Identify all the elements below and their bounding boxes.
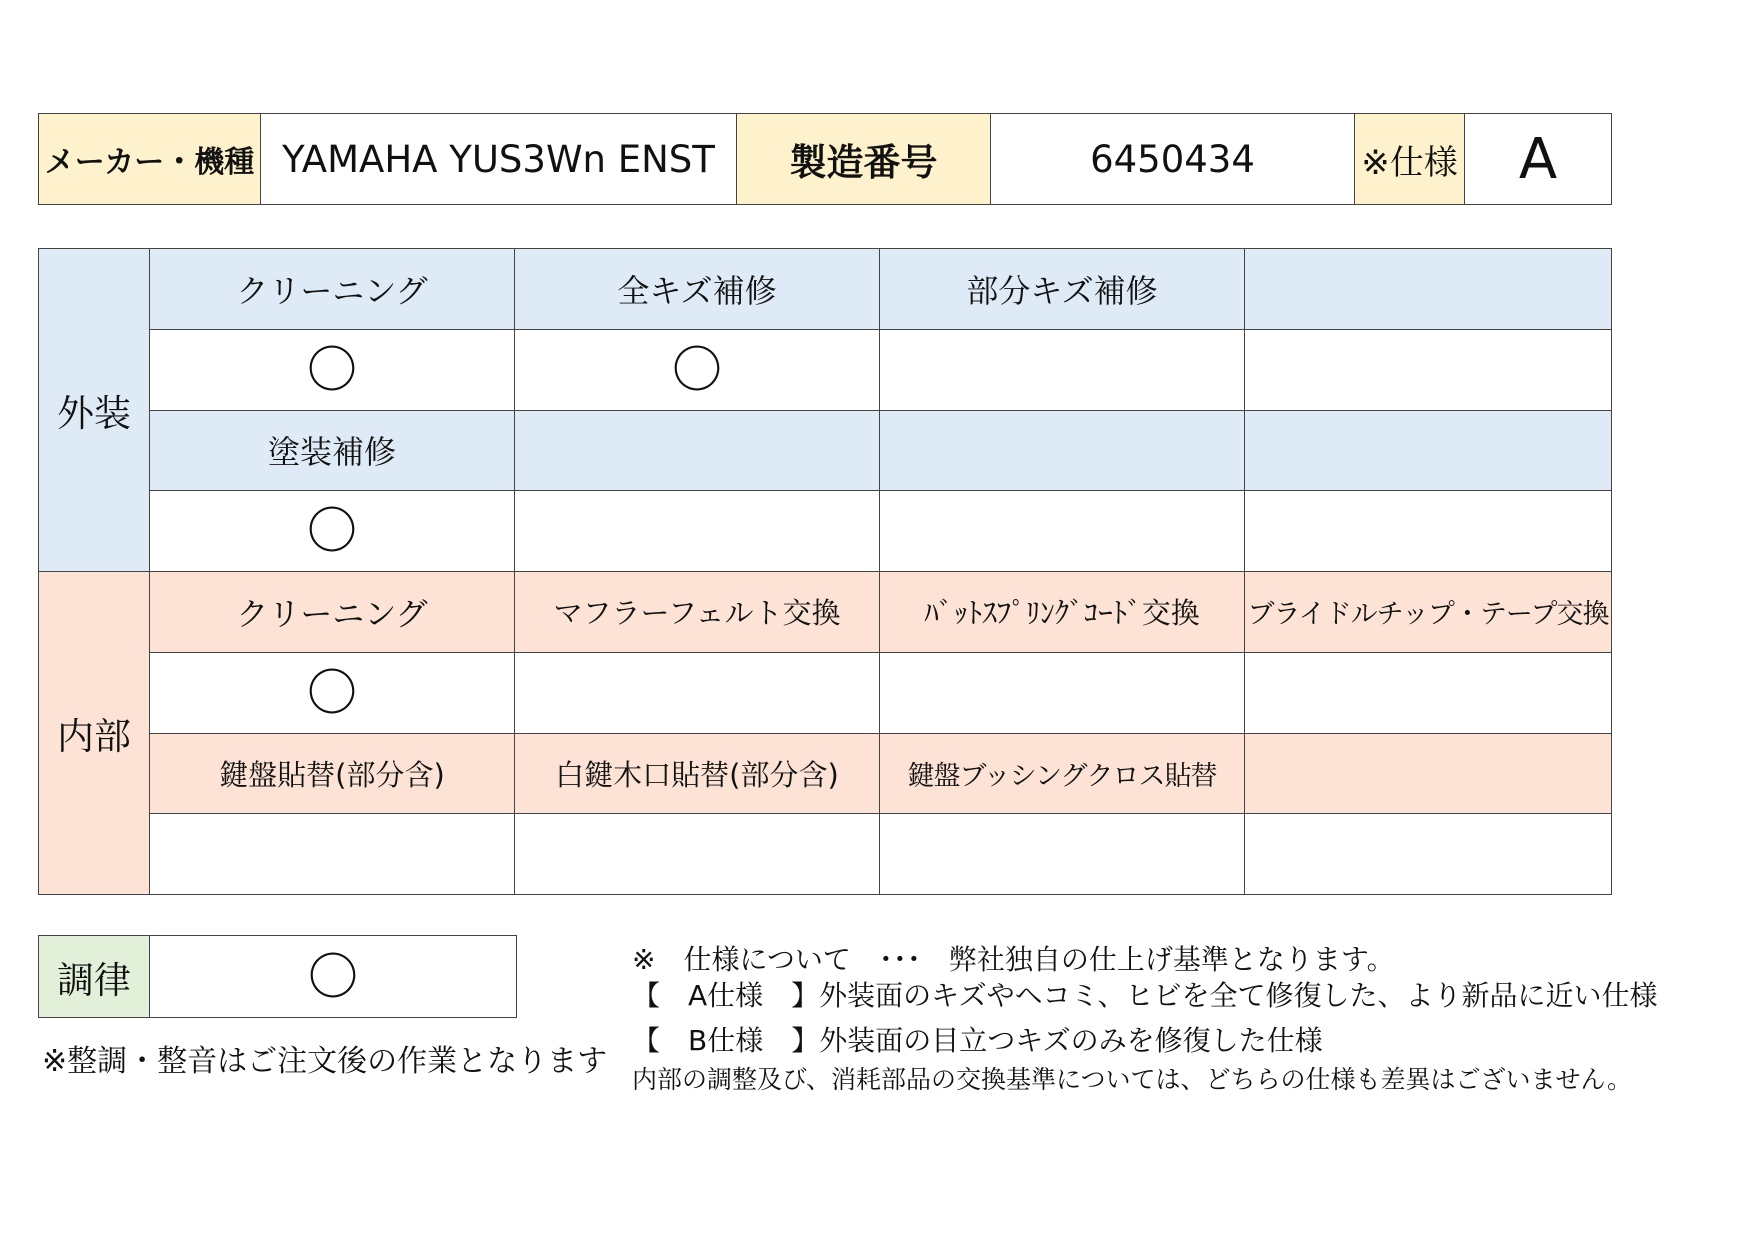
serial-label: 製造番号 — [737, 114, 991, 205]
spec-label: ※仕様 — [1355, 114, 1465, 205]
circle-mark: 〇 — [307, 502, 357, 561]
interior-item-muffler-felt: マフラーフェルト交換 — [515, 572, 880, 653]
service-grid — [38, 248, 1612, 895]
exterior-mark-row-2 — [39, 491, 1612, 572]
interior-section-label: 内部 — [39, 572, 150, 895]
interior-label-row-1 — [39, 572, 1612, 653]
mark-cell — [515, 814, 880, 895]
interior-item-white-key-front: 白鍵木口貼替(部分含) — [515, 733, 880, 814]
mark-cell — [1245, 491, 1612, 572]
interior-label-row-2 — [39, 733, 1612, 814]
exterior-item-empty — [1245, 410, 1612, 491]
mark-cell — [515, 652, 880, 733]
exterior-item-empty — [515, 410, 880, 491]
circle-mark: 〇 — [307, 663, 357, 722]
mark-cell — [150, 652, 515, 733]
tuning-note: ※整調・整音はご注文後の作業となります — [42, 1044, 608, 1079]
exterior-item-partial-scratch-repair: 部分キズ補修 — [880, 249, 1245, 330]
mark-cell — [515, 329, 880, 410]
exterior-item-empty — [1245, 249, 1612, 330]
tuning-mark-cell — [150, 936, 517, 1018]
mark-cell — [150, 814, 515, 895]
circle-mark: 〇 — [672, 340, 722, 399]
header-table — [38, 113, 1612, 205]
exterior-item-paint-repair: 塗装補修 — [150, 410, 515, 491]
mark-cell — [150, 329, 515, 410]
interior-item-cleaning: クリーニング — [150, 572, 515, 653]
mark-cell — [150, 491, 515, 572]
circle-mark: 〇 — [307, 340, 357, 399]
maker-label: メーカー・機種 — [39, 114, 261, 205]
exterior-item-full-scratch-repair: 全キズ補修 — [515, 249, 880, 330]
interior-item-bridle-tape: ブライドルチップ・テープ交換 — [1245, 572, 1612, 653]
spec-grade: A — [1465, 114, 1612, 205]
interior-item-empty — [1245, 733, 1612, 814]
spec-notes-title: ※ 仕様について ･･･ 弊社独自の仕上げ基準となります。 — [632, 943, 1395, 976]
spec-b-description: 【 B仕様 】外装面の目立つキズのみを修復した仕様 — [632, 1024, 1323, 1057]
exterior-item-cleaning: クリーニング — [150, 249, 515, 330]
mark-cell — [515, 491, 880, 572]
mark-cell — [1245, 814, 1612, 895]
interior-item-butt-spring-cord: ﾊﾞｯﾄｽﾌﾟﾘﾝｸﾞｺｰﾄﾞ交換 — [880, 572, 1245, 653]
interior-mark-row-1 — [39, 652, 1612, 733]
exterior-item-empty — [880, 410, 1245, 491]
tuning-table — [38, 935, 517, 1018]
exterior-label-row-1 — [39, 249, 1612, 330]
mark-cell — [1245, 329, 1612, 410]
circle-mark: 〇 — [308, 947, 358, 1006]
spec-notes-footer: 内部の調整及び、消耗部品の交換基準については、どちらの仕様も差異はございません。 — [632, 1065, 1633, 1094]
interior-item-key-bushing: 鍵盤ブッシングクロス貼替 — [880, 733, 1245, 814]
spec-a-description: 【 A仕様 】外装面のキズやヘコミ、ヒビを全て修復した、より新品に近い仕様 — [632, 979, 1658, 1012]
tuning-label: 調律 — [39, 936, 150, 1018]
exterior-label-row-2 — [39, 410, 1612, 491]
interior-mark-row-2 — [39, 814, 1612, 895]
maker-value: YAMAHA YUS3Wn ENST — [261, 114, 737, 205]
exterior-section-label: 外装 — [39, 249, 150, 572]
mark-cell — [880, 491, 1245, 572]
mark-cell — [880, 329, 1245, 410]
interior-item-key-recover: 鍵盤貼替(部分含) — [150, 733, 515, 814]
mark-cell — [880, 652, 1245, 733]
exterior-mark-row-1 — [39, 329, 1612, 410]
serial-value: 6450434 — [991, 114, 1355, 205]
mark-cell — [1245, 652, 1612, 733]
mark-cell — [880, 814, 1245, 895]
